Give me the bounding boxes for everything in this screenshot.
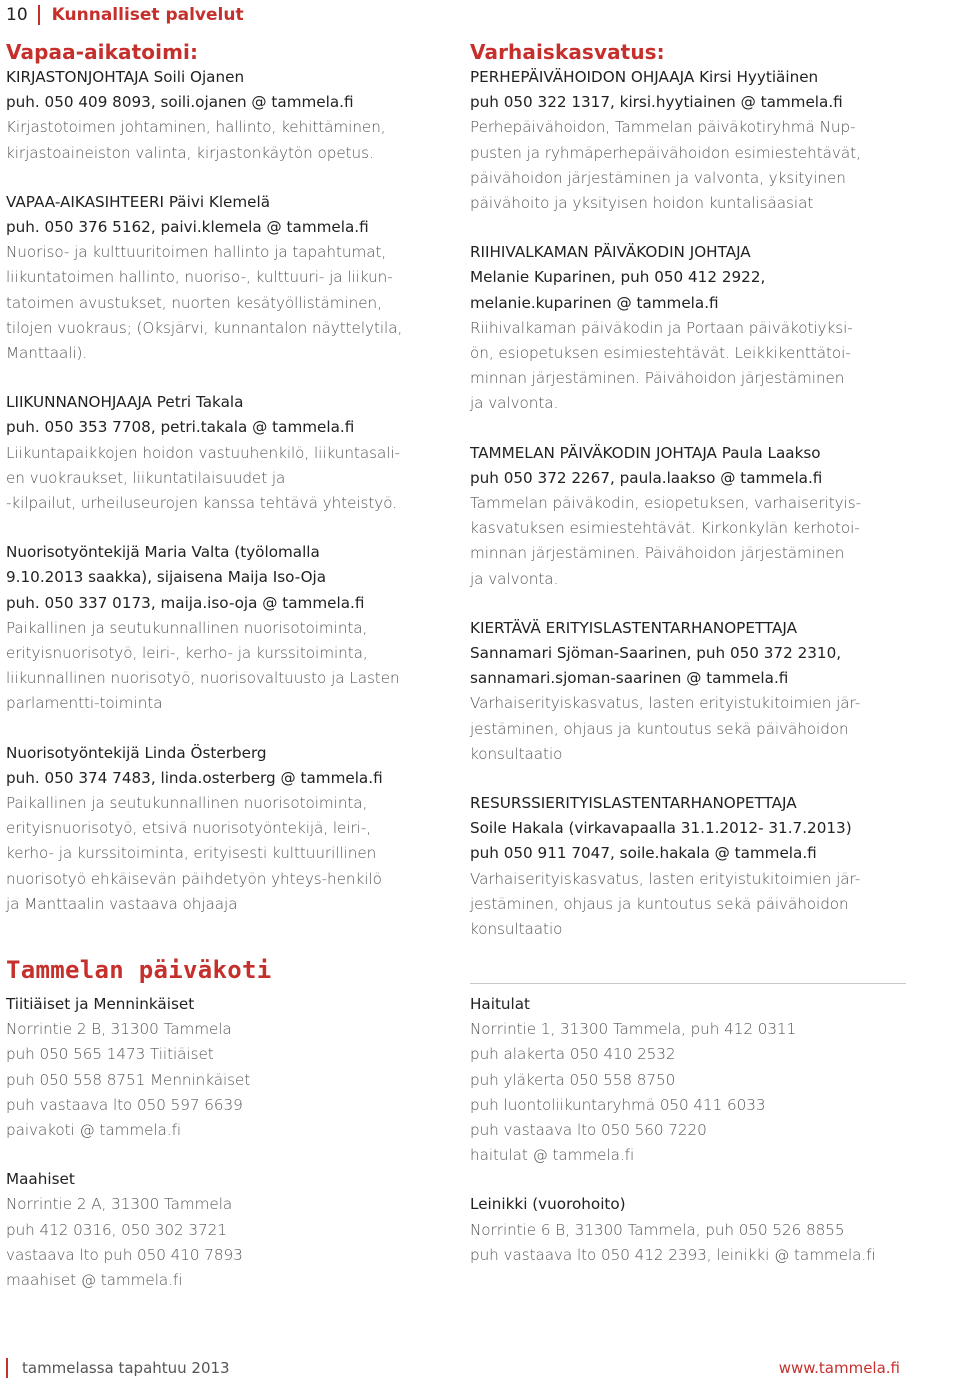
description-line: Manttaali). xyxy=(6,344,88,363)
description-line: kasvatuksen esimiestehtävät. Kirkonkylän kerhotoi- xyxy=(470,519,860,538)
description-line: Kirjastotoimen johtaminen, hallinto, kehittäminen, xyxy=(6,118,386,137)
contact-list xyxy=(6,65,456,917)
description-line: Perhepäivähoidon, Tammelan päiväkotiryhmä Nup- xyxy=(470,118,856,137)
description-line: Varhaiserityiskasvatus, lasten erityistukitoimien jär- xyxy=(470,869,861,888)
description-line: liikunnallinen nuorisotyö, nuorisovaltuusto ja Lasten xyxy=(6,669,400,688)
description-line: Nuoriso- ja kulttuuritoimen hallinto ja tapahtumat, xyxy=(6,243,387,262)
daycare-title: Tammelan päiväkoti xyxy=(6,956,272,984)
contact-heading-line: puh. 050 376 5162, paivi.klemela @ tammela.fi xyxy=(6,218,369,237)
contact-heading-line: Nuorisotyöntekijä Linda Österberg xyxy=(6,743,267,762)
description-line: Tammelan päiväkodin, esiopetuksen, varhaiserityis- xyxy=(470,494,861,513)
daycare-detail-line: puh 050 558 8751 Menninkäiset xyxy=(6,1070,251,1089)
daycare-list-left xyxy=(6,992,446,1317)
contact-heading-line: puh. 050 337 0173, maija.iso-oja @ tammela.fi xyxy=(6,593,365,612)
contact-heading-line: puh 050 322 1317, kirsi.hyytiainen @ tammela.fi xyxy=(470,93,843,112)
column-varhaiskasvatus xyxy=(470,40,920,966)
description-line: kirjastoaineiston valinta, kirjastonkäytön opetus. xyxy=(6,143,374,162)
daycare-detail-line: puh alakerta 050 410 2532 xyxy=(470,1045,676,1064)
daycare-group-name: Haitulat xyxy=(470,995,531,1013)
contact-heading-line: Melanie Kuparinen, puh 050 412 2922, xyxy=(470,268,766,287)
daycare-group xyxy=(6,1167,446,1293)
column-vapaa-aikatoimi xyxy=(6,40,456,941)
description-line: ön, esiopetuksen esimiestehtävät. Leikkikenttätoi- xyxy=(470,344,851,363)
daycare-detail-line: vastaava lto puh 050 410 7893 xyxy=(6,1245,243,1264)
daycare-detail-line: puh 412 0316, 050 302 3721 xyxy=(6,1220,227,1239)
footer-divider xyxy=(6,1358,8,1378)
description-line: Liikuntapaikkojen hoidon vastuuhenkilö, liikuntasali- xyxy=(6,443,400,462)
description-line: jestäminen, ohjaus ja kuntoutus sekä päivähoidon xyxy=(470,719,849,738)
daycare-detail-line: puh luontoliikuntaryhmä 050 411 6033 xyxy=(470,1095,766,1114)
section-title: Kunnalliset palvelut xyxy=(51,5,244,25)
daycare-group-name: Tiitiäiset ja Menninkäiset xyxy=(6,995,195,1013)
daycare-group-name: Maahiset xyxy=(6,1170,75,1189)
contact-block xyxy=(470,791,920,942)
description-line: jestäminen, ohjaus ja kuntoutus sekä päivähoidon xyxy=(470,894,849,913)
description-line: parlamentti-toiminta xyxy=(6,694,163,713)
divider xyxy=(470,983,906,984)
daycare-group xyxy=(470,1192,910,1268)
description-line: en vuokraukset, liikuntatilaisuudet ja xyxy=(6,468,286,487)
description-line: Riihivalkaman päiväkodin ja Portaan päiväkotiyksi- xyxy=(470,318,853,337)
description-line: minnan järjestäminen. Päivähoidon järjestäminen xyxy=(470,544,845,563)
contact-heading-line: puh. 050 374 7483, linda.osterberg @ tammela.fi xyxy=(6,768,383,787)
description-line: konsultaatio xyxy=(470,744,563,763)
contact-heading-line: LIIKUNNANOHJAAJA Petri Takala xyxy=(6,393,244,412)
description-line: erityisnuorisotyö, etsivä nuorisotyöntekijä, leiri-, xyxy=(6,819,372,838)
daycare-detail-line: puh vastaava lto 050 597 6639 xyxy=(6,1095,243,1114)
contact-block xyxy=(6,390,456,516)
contact-heading-line: KIERTÄVÄ ERITYISLASTENTARHANOPETTAJA xyxy=(470,618,798,637)
description-line: päivähoidon järjestäminen ja valvonta, yksityinen xyxy=(470,168,846,187)
description-line: -kilpailut, urheiluseurojen kanssa tehtävä yhteistyö. xyxy=(6,494,397,513)
daycare-detail-line: Norrintie 1, 31300 Tammela, puh 412 0311 xyxy=(470,1020,797,1039)
daycare-group xyxy=(6,992,446,1143)
description-line: konsultaatio xyxy=(470,920,563,939)
description-line: ja valvonta. xyxy=(470,394,559,413)
daycare-detail-line: Norrintie 2 A, 31300 Tammela xyxy=(6,1195,233,1214)
daycare-detail-line: puh vastaava lto 050 412 2393, leinikki @ tammela.fi xyxy=(470,1245,876,1264)
contact-heading-line: puh. 050 409 8093, soili.ojanen @ tammela.fi xyxy=(6,93,354,112)
heading-varhaiskasvatus: Varhaiskasvatus: xyxy=(470,40,665,64)
description-line: erityisnuorisotyö, leiri-, kerho- ja kurssitoiminta, xyxy=(6,644,368,663)
contact-heading-line: puh 050 372 2267, paula.laakso @ tammela.fi xyxy=(470,468,823,487)
contact-heading-line: sannamari.sjoman-saarinen @ tammela.fi xyxy=(470,669,789,688)
contact-heading-line: puh. 050 353 7708, petri.takala @ tammela.fi xyxy=(6,418,355,437)
contact-block xyxy=(470,65,920,216)
daycare-detail-line: Norrintie 2 B, 31300 Tammela xyxy=(6,1020,232,1039)
page-header xyxy=(6,2,244,28)
contact-list xyxy=(470,65,920,942)
contact-heading-line: melanie.kuparinen @ tammela.fi xyxy=(470,293,719,312)
contact-block xyxy=(6,540,456,716)
description-line: tilojen vuokraus; (Oksjärvi, kunnantalon näyttelytila, xyxy=(6,318,403,337)
contact-block xyxy=(470,441,920,592)
daycare-detail-line: haitulat @ tammela.fi xyxy=(470,1146,635,1165)
daycare-group-name: Leinikki (vuorohoito) xyxy=(470,1195,626,1214)
heading-vapaa-aikatoimi: Vapaa-aikatoimi: xyxy=(6,40,199,64)
description-line: Paikallinen ja seutukunnallinen nuorisotoiminta, xyxy=(6,794,368,813)
description-line: Paikallinen ja seutukunnallinen nuorisotoiminta, xyxy=(6,618,368,637)
daycare-detail-line: puh vastaava lto 050 560 7220 xyxy=(470,1121,707,1140)
contact-heading-line: Nuorisotyöntekijä Maria Valta (työlomalla xyxy=(6,543,320,562)
page-footer xyxy=(6,1356,900,1380)
page-number: 10 xyxy=(6,5,28,25)
contact-heading-line: TAMMELAN PÄIVÄKODIN JOHTAJA Paula Laakso xyxy=(470,443,821,462)
header-divider xyxy=(38,5,40,25)
daycare-detail-line: Norrintie 6 B, 31300 Tammela, puh 050 526 8855 xyxy=(470,1220,845,1239)
description-line: ja Manttaalin vastaava ohjaaja xyxy=(6,894,238,913)
description-line: Varhaiserityiskasvatus, lasten erityistukitoimien jär- xyxy=(470,694,861,713)
daycare-list-right xyxy=(470,992,910,1292)
description-line: tatoimen avustukset, nuorten kesätyöllistäminen, xyxy=(6,293,382,312)
daycare-detail-line: puh yläkerta 050 558 8750 xyxy=(470,1070,676,1089)
description-line: liikuntatoimen hallinto, nuoriso-, kulttuuri- ja liikun- xyxy=(6,268,393,287)
contact-heading-line: puh 050 911 7047, soile.hakala @ tammela.fi xyxy=(470,844,817,863)
daycare-detail-line: puh 050 565 1473 Tiitiäiset xyxy=(6,1045,214,1064)
contact-heading-line: RIIHIVALKAMAN PÄIVÄKODIN JOHTAJA xyxy=(470,243,751,262)
contact-heading-line: VAPAA-AIKASIHTEERI Päivi Klemelä xyxy=(6,192,271,211)
contact-block xyxy=(6,65,456,166)
contact-heading-line: 9.10.2013 saakka), sijaisena Maija Iso-Oja xyxy=(6,568,327,587)
description-line: minnan järjestäminen. Päivähoidon järjestäminen xyxy=(470,369,845,388)
description-line: ja valvonta. xyxy=(470,569,559,588)
contact-block xyxy=(6,190,456,366)
contact-heading-line: PERHEPÄIVÄHOIDON OHJAAJA Kirsi Hyytiäinen xyxy=(470,68,819,86)
daycare-detail-line: maahiset @ tammela.fi xyxy=(6,1271,183,1290)
description-line: päivähoito ja yksityisen hoidon kuntalisäasiat xyxy=(470,194,814,213)
description-line: pusten ja ryhmäperhepäivähoidon esimiestehtävät, xyxy=(470,143,861,162)
contact-heading-line: Sannamari Sjöman-Saarinen, puh 050 372 2310, xyxy=(470,644,842,663)
contact-heading-line: RESURSSIERITYISLASTENTARHANOPETTAJA xyxy=(470,794,797,813)
contact-block xyxy=(470,240,920,416)
contact-block xyxy=(470,616,920,767)
daycare-detail-line: paivakoti @ tammela.fi xyxy=(6,1121,182,1140)
daycare-group xyxy=(470,992,910,1168)
description-line: nuorisotyö ehkäisevän päihdetyön yhteys-henkilö xyxy=(6,869,382,888)
contact-block xyxy=(6,741,456,917)
footer-publication: tammelassa tapahtuu 2013 xyxy=(22,1359,230,1377)
description-line: kerho- ja kurssitoiminta, erityisesti kulttuurillinen xyxy=(6,844,377,863)
contact-heading-line: KIRJASTONJOHTAJA Soili Ojanen xyxy=(6,68,245,86)
contact-heading-line: Soile Hakala (virkavapaalla 31.1.2012- 31.7.2013) xyxy=(470,819,852,838)
footer-website-link[interactable]: www.tammela.fi xyxy=(778,1359,900,1377)
